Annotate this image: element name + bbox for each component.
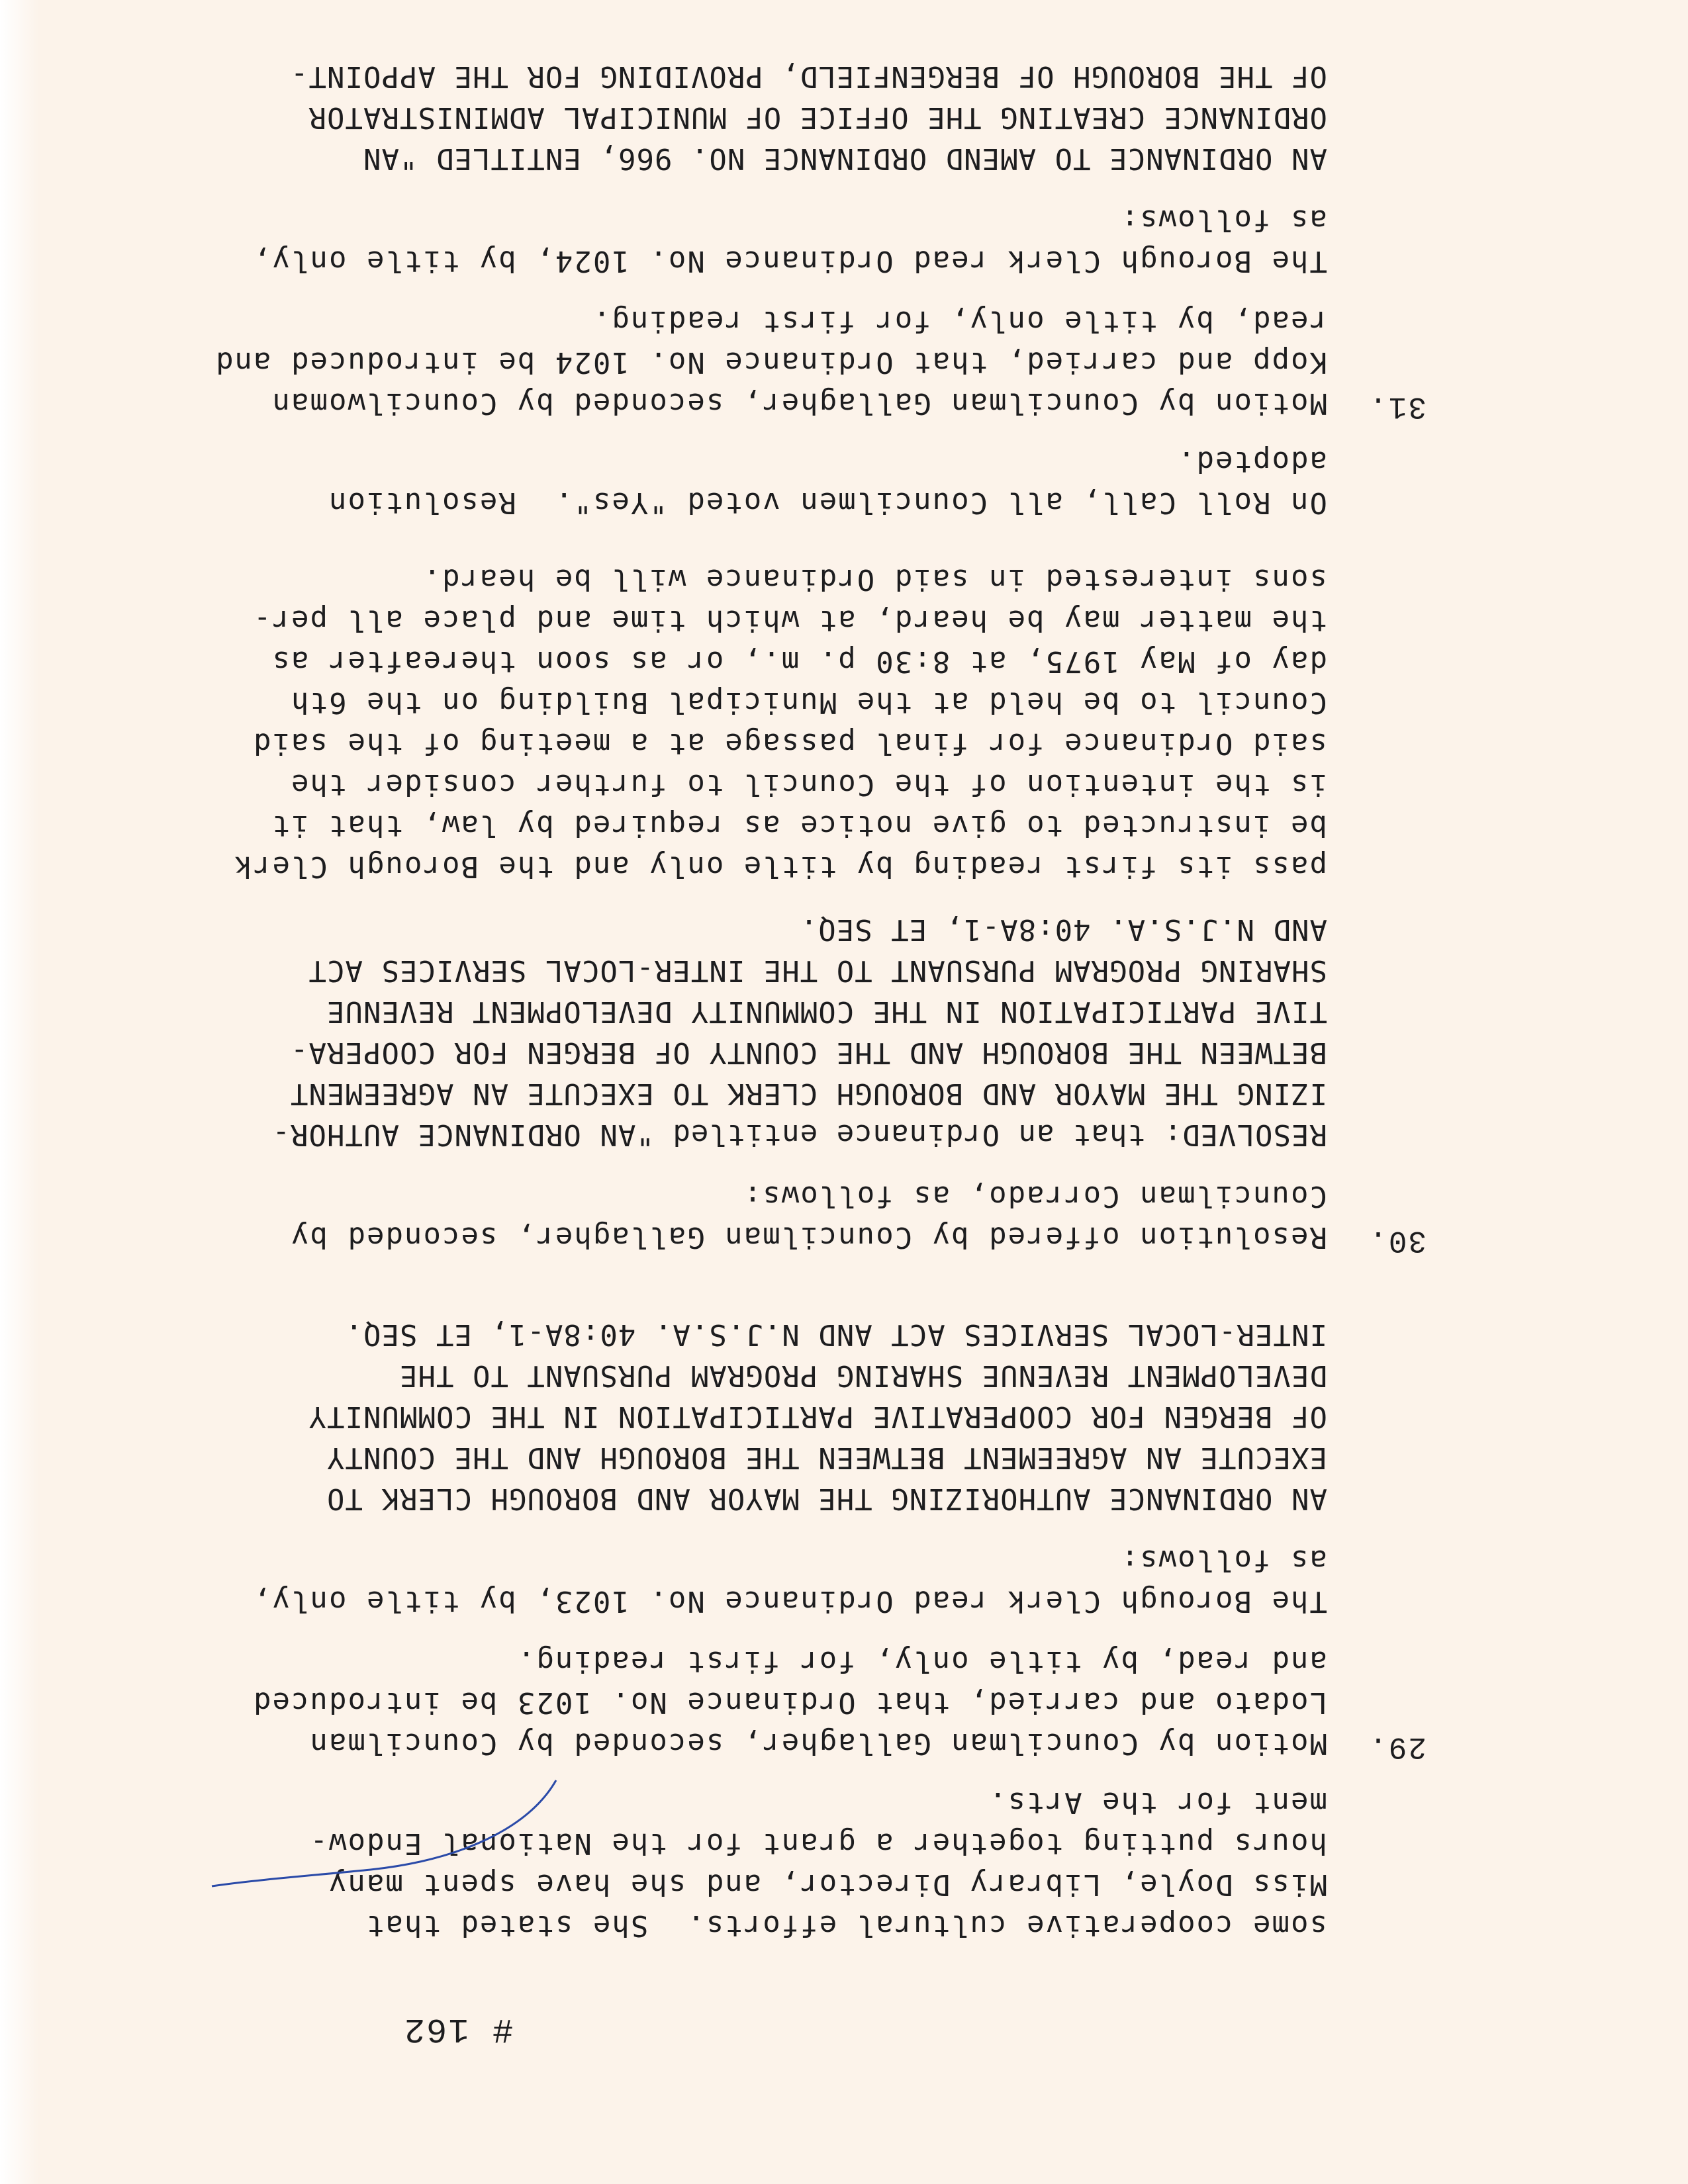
continuation-paragraph: some cooperative cultural efforts. She stated that Miss Doyle, Library Director, and she have spent many hours putting together a grant for the National Endow- ment for the Arts. [308,1786,1327,1942]
item-30-resolved: RESOLVED: that an Ordinance entitled "AN ORDINANCE AUTHOR- IZING THE MAYOR AND BOROUGH CLERK TO EXECUTE AN AGREEMENT BETWEEN THE BOROUGH AND THE COUNTY OF BERGEN FOR COOPERA- TIVE PARTICIPATION IN THE COMMUNITY DEVELOPMENT REVENUE SHARING PROGRAM PURSUANT TO THE INTER-LOCAL SERVICES ACT AND N.J.S.A. 40:8A-1, ET SEQ. [271,913,1327,1152]
item-number-31: 31. [1368,389,1427,424]
item-29-motion: Motion by Councilman Gallagher, seconded by Councilman Lodato and carried, that Ordinance No. 1023 be introduced and read, by title only, for first reading. [252,1645,1327,1760]
item-number-30: 30. [1368,1223,1427,1257]
item-29-clerk-reading: The Borough Clerk read Ordinance No. 1023, by title only, as follows: [252,1543,1327,1618]
item-30-roll-call: On Roll Call, all Councilmen voted "Yes". Resolution adopted. [328,445,1327,520]
page-number: # 162 [402,2009,513,2048]
item-30-resolution-intro: Resolution offered by Councilman Gallagher, seconded by Councilman Corrado, as follows: [290,1179,1327,1254]
item-31-ordinance-title: AN ORDINANCE TO AMEND ORDINANCE NO. 966, ENTITLED "AN ORDINANCE CREATING THE OFFICE OF MUNICIPAL ADMINISTRATOR OF THE BOROUGH OF BERGENFIELD, PROVIDING FOR THE APPOINT- [290,60,1327,175]
page-edge-shadow [0,0,40,2184]
item-29-ordinance-title: AN ORDINANCE AUTHORIZING THE MAYOR AND BOROUGH CLERK TO EXECUTE AN AGREEMENT BETWEEN THE BOROUGH AND THE COUNTY OF BERGEN FOR COOPERATIVE PARTICIPATION IN THE COMMUNITY DEVELOPMENT REVENUE SHARING PROGRAM PURSUANT TO THE INTER-LOCAL SERVICES ACT AND N.J.S.A. 40:8A-1, ET SEQ. [308,1318,1327,1516]
item-31-motion: Motion by Councilman Gallagher, seconded by Councilwoman Kopp and carried, that Ordinance No. 1024 be introduced and read, by title only, for first reading. [214,304,1327,420]
item-30-pass-paragraph: pass its first reading by title only and the Borough Clerk be instructed to give notice as required by law, that it is the intention of the Council to further consider the said Ordinance for final passage at a meeting of the said Council to be held at the Municipal Building on the 6th day of May 1975, at 8:30 p. m., or as soon thereafter as the matter may be heard, at which time and place all per- sons interested in said Ordinance will be heard. [233,563,1327,884]
handwritten-pen-stroke [199,1774,569,1906]
item-number-29: 29. [1368,1729,1427,1764]
item-31-clerk-reading: The Borough Clerk read Ordinance No. 1024, by title only, as follows: [252,203,1327,278]
